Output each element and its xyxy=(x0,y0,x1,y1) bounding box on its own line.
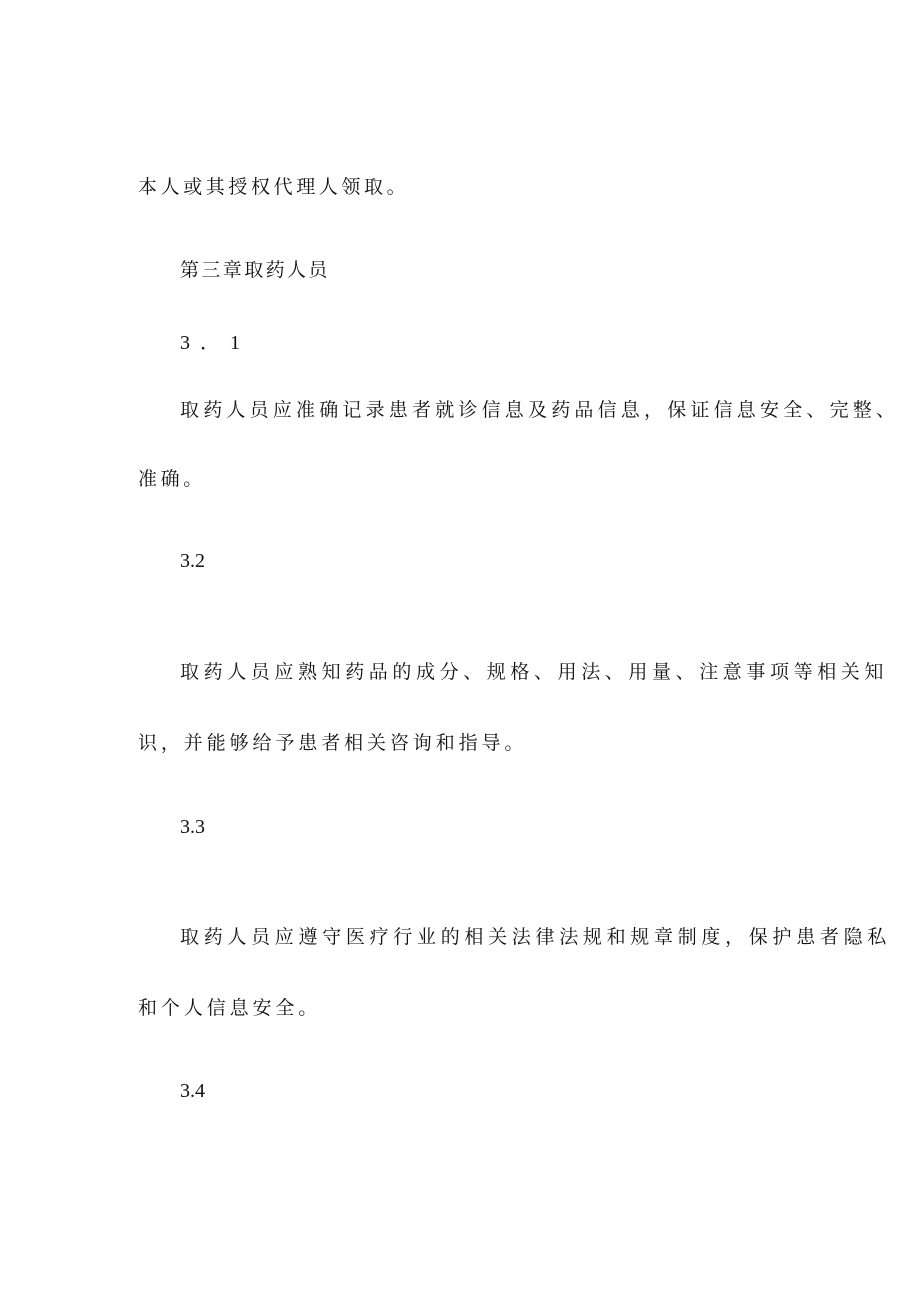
section-3-3-text-line-1: 取药人员应遵守医疗行业的相关法律法规和规章制度，保护患者隐私 xyxy=(180,926,892,948)
section-3-3-text-line-2: 和个人信息安全。 xyxy=(138,997,322,1019)
section-number-3-1: 3．1 xyxy=(180,332,250,354)
section-number-3-4: 3.4 xyxy=(180,1080,205,1102)
section-number-3-3: 3.3 xyxy=(180,816,205,838)
section-3-2-text-line-1: 取药人员应熟知药品的成分、规格、用法、用量、注意事项等相关知 xyxy=(180,661,889,683)
section-3-1-text-line-1: 取药人员应准确记录患者就诊信息及药品信息，保证信息安全、完整、 xyxy=(180,399,900,421)
section-3-1-text-line-2: 准确。 xyxy=(138,468,206,490)
section-3-2-text-line-2: 识，并能够给予患者相关咨询和指导。 xyxy=(138,732,528,754)
paragraph-continuation-line: 本人或其授权代理人领取。 xyxy=(138,176,410,198)
section-number-3-2: 3.2 xyxy=(180,550,205,572)
chapter-heading: 第三章取药人员 xyxy=(180,259,330,281)
